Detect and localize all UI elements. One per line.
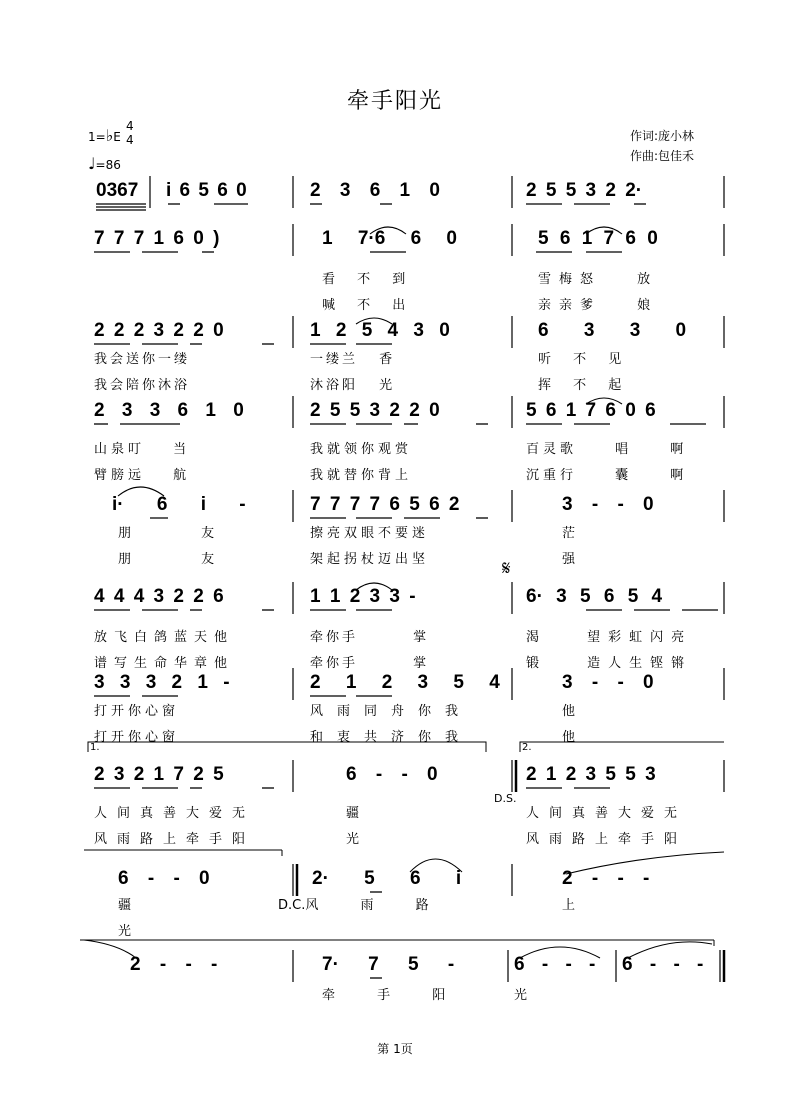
row6-lyric2-b: 牵你手 掌 bbox=[310, 656, 430, 671]
row2-measure3: 5 6 1 7 6 0 bbox=[538, 228, 658, 249]
row9-lyric1-c: 上 bbox=[562, 898, 576, 913]
key-label: 1= bbox=[88, 130, 106, 144]
row5-measure3: 3 - - 0 bbox=[562, 494, 654, 515]
row2-measure1: 7 7 7 1 6 0 ) bbox=[94, 228, 220, 249]
volta-2-label: 2. bbox=[522, 742, 532, 753]
row2-lyric1-c: 雪梅怒 放 bbox=[538, 272, 659, 287]
row6-lyric1-a: 放飞白鸽蓝天他 bbox=[94, 630, 235, 645]
row2-lyric1-b: 看 不 到 bbox=[322, 272, 406, 287]
row3-lyric1-c: 听 不 见 bbox=[538, 352, 622, 367]
row2-lyric2-c: 亲亲爹 娘 bbox=[538, 298, 659, 313]
row8-lyric2-c: 风雨路上牵手阳 bbox=[526, 832, 688, 847]
row4-measure3: 5 6 1 7 6 0 6 bbox=[526, 400, 656, 421]
row6-measure2: 1 1 2 3 3 - bbox=[310, 586, 416, 607]
row3-measure3: 6 3 3 0 bbox=[538, 320, 687, 341]
quarter-note-icon: ♩ bbox=[88, 154, 96, 173]
row3-lyric2-b: 沐浴阳 光 bbox=[310, 378, 396, 393]
row7-measure1: 3 3 3 2 1 - bbox=[94, 672, 230, 693]
row8-measure3: 2 1 2 3 5 5 3 bbox=[526, 764, 656, 785]
row10-measure3: 6 - - - bbox=[514, 954, 596, 975]
row3-lyric1-a: 我会送你一缕 bbox=[94, 352, 191, 367]
row5-lyric2-b: 架起拐杖迈出坚 bbox=[310, 552, 430, 567]
row7-measure2: 2 1 2 3 5 4 bbox=[310, 672, 500, 693]
row5-lyric1-b: 擦亮双眼不要迷 bbox=[310, 526, 430, 541]
page-number: 第 1页 bbox=[377, 1042, 413, 1056]
row7-lyric2-a: 打开你心窗 bbox=[94, 730, 180, 745]
volta-1-label: 1. bbox=[90, 742, 100, 753]
row8-lyric1-a: 人间真善大爱无 bbox=[94, 806, 256, 821]
volta-2-bracket bbox=[520, 742, 724, 752]
row10-measure4: 6 - - - bbox=[622, 954, 704, 975]
row8-lyric1-c: 人间真善大爱无 bbox=[526, 806, 688, 821]
row7-lyric1-a: 打开你心窗 bbox=[94, 704, 180, 719]
row6-lyric1-b: 牵你手 掌 bbox=[310, 630, 430, 645]
row8-lyric1-b: 疆 bbox=[346, 806, 360, 821]
row4-lyric1-b: 我就领你观赏 bbox=[310, 442, 413, 457]
lyricist: 作词:庞小林 bbox=[630, 129, 695, 143]
row4-measure1: 2 3 3 6 1 0 bbox=[94, 400, 244, 421]
row7-lyric2-c: 他 bbox=[562, 730, 576, 745]
flat-symbol: ♭ bbox=[105, 126, 114, 145]
row6-measure3: 6· 3 5 6 5 4 bbox=[526, 586, 663, 607]
row2-measure2: 1 7·6 6 0 bbox=[322, 228, 457, 249]
tempo-value: =86 bbox=[95, 158, 121, 172]
ds-marking: D.S. bbox=[494, 792, 517, 805]
row9-measure2: 2· 5 6 i bbox=[312, 868, 462, 889]
row1-measure1: 0367 bbox=[96, 180, 139, 201]
row10-lyric1-b: 牵 手 阳 bbox=[322, 988, 446, 1003]
row5-measure1: i· 6 i - bbox=[112, 494, 246, 515]
row7-measure3: 3 - - 0 bbox=[562, 672, 654, 693]
row7-lyric1-b: 风雨同舟你我 bbox=[310, 704, 473, 719]
row9-lyric2-a: 光 bbox=[118, 924, 132, 939]
composer: 作曲:包佳禾 bbox=[630, 149, 695, 163]
row10-measure1: 2 - - - bbox=[130, 954, 218, 975]
row4-lyric2-a: 臂膀远 航 bbox=[94, 468, 191, 483]
row4-lyric1-a: 山泉叮 当 bbox=[94, 442, 191, 457]
row9-measure1: 6 - - 0 bbox=[118, 868, 210, 889]
row8-measure1: 2 3 2 1 7 2 5 bbox=[94, 764, 224, 785]
key-note: E bbox=[113, 130, 121, 144]
row4-lyric2-b: 我就替你背上 bbox=[310, 468, 413, 483]
row8-measure2: 6 - - 0 bbox=[346, 764, 438, 785]
row4-lyric2-c: 沉重行 囊 啊 bbox=[526, 468, 688, 483]
row3-lyric2-c: 挥 不 起 bbox=[538, 378, 622, 393]
row6-lyric2-a: 谱写生命华章他 bbox=[94, 656, 235, 671]
row5-lyric2-a: 朋 友 bbox=[118, 552, 215, 567]
row8-lyric2-b: 光 bbox=[346, 832, 360, 847]
row3-lyric2-a: 我会陪你沐浴 bbox=[94, 378, 191, 393]
row1-measure4: 2 5 5 3 2 2· bbox=[526, 180, 643, 201]
row6-lyric2-c: 锻 造人生铿锵 bbox=[526, 656, 693, 671]
row3-measure2: 1 2 5 4 3 0 bbox=[310, 320, 450, 341]
row3-lyric1-b: 一缕兰 香 bbox=[310, 352, 396, 367]
row10-measure2: 7· 7 5 - bbox=[322, 954, 455, 975]
row4-lyric1-c: 百灵歌 唱 啊 bbox=[526, 442, 688, 457]
row6-lyric1-c: 渴 望彩虹闪亮 bbox=[526, 630, 693, 645]
row3-measure1: 2 2 2 3 2 2 0 bbox=[94, 320, 224, 341]
slur bbox=[84, 940, 136, 958]
row6-measure1: 4 4 4 3 2 2 6 bbox=[94, 586, 224, 607]
row7-lyric2-b: 和衷共济你我 bbox=[310, 730, 473, 745]
row9-lyric1-b: D.C.风 雨 路 bbox=[278, 898, 429, 913]
time-bottom: 4 bbox=[126, 133, 134, 147]
row1-measure3: 2 3 6 1 0 bbox=[310, 180, 440, 201]
row2-lyric2-b: 喊 不 出 bbox=[322, 298, 406, 313]
row5-lyric1-a: 朋 友 bbox=[118, 526, 215, 541]
row5-lyric2-c: 强 bbox=[562, 552, 576, 567]
row7-lyric1-c: 他 bbox=[562, 704, 576, 719]
row1-measure2: i 6 5 6 0 bbox=[166, 180, 247, 201]
row9-lyric1-a: 疆 bbox=[118, 898, 132, 913]
row8-lyric2-a: 风雨路上牵手阳 bbox=[94, 832, 256, 847]
row5-measure2: 7 7 7 7 6 5 6 2 bbox=[310, 494, 460, 515]
row9-measure3: 2 - - - bbox=[562, 868, 650, 889]
segno-sign: 𝄋 bbox=[502, 556, 511, 580]
row5-lyric1-c: 茫 bbox=[562, 526, 576, 541]
row10-lyric1-c: 光 bbox=[514, 988, 528, 1003]
row4-measure2: 2 5 5 3 2 2 0 bbox=[310, 400, 440, 421]
song-title: 牵手阳光 bbox=[346, 89, 443, 114]
time-top: 4 bbox=[126, 119, 134, 133]
